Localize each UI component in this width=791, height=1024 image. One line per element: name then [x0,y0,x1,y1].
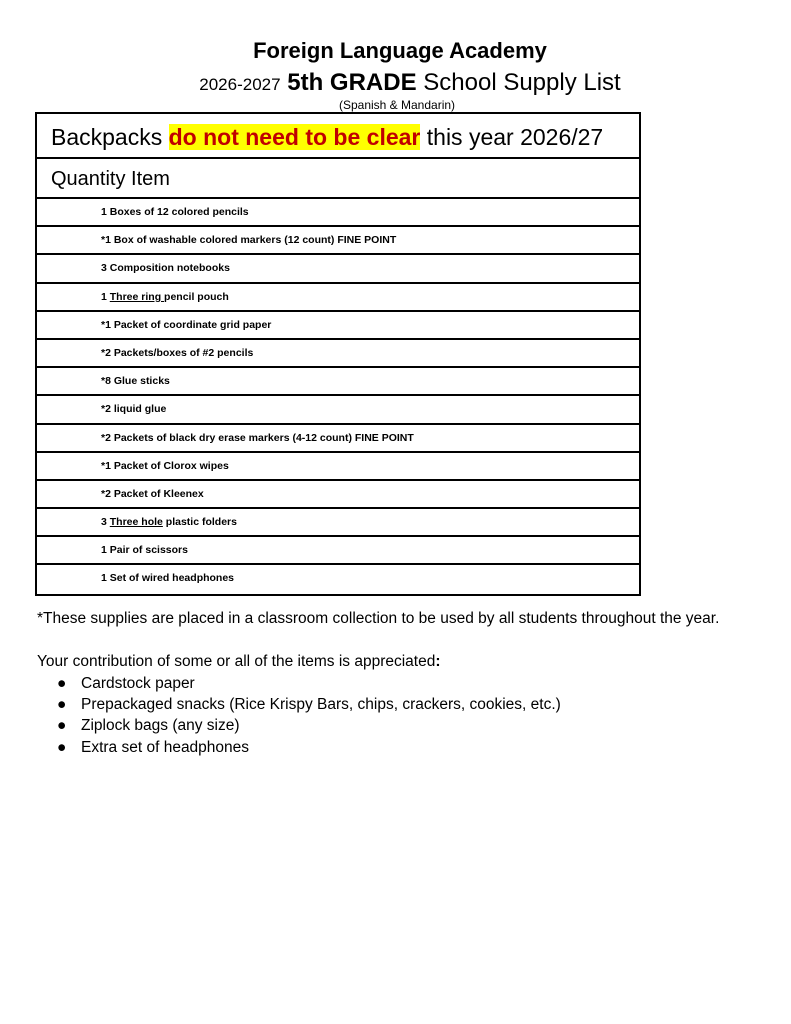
contribution-list [37,673,561,758]
table-row [37,453,639,481]
bullet-icon: ● [57,675,67,692]
table-row [37,199,639,227]
supply-item [101,544,188,557]
supply-item [101,291,229,304]
list-item-label: Ziplock bags (any size) [81,717,240,735]
supply-item-text: *2 Packet of Kleenex [101,487,204,500]
bullet-icon: ● [57,696,67,714]
languages-note: (Spanish & Mandarin) [338,98,456,112]
supply-item-text: *1 Box of washable colored markers (12 count) FINE POINT [101,234,397,247]
supply-item-text: *8 Glue sticks [101,375,170,388]
supply-item [101,206,249,219]
supply-item [101,262,230,275]
supply-item [101,319,271,332]
banner-suffix: this year 2026/27 [426,124,604,150]
supply-item-text-end: plastic folders [162,516,237,529]
supply-item [101,347,253,360]
supply-item-text: *1 Packet of Clorox wipes [101,459,229,472]
supply-item-text-end: pencil pouch [164,290,229,303]
contribution-text: Your contribution of some or all of the items is appreciated [37,653,436,670]
supply-item [101,516,237,529]
supply-item [101,375,170,388]
supply-item-underlined: Three hole [109,516,163,529]
supply-item [101,234,396,247]
table-header: Quantity Item [51,168,170,190]
grade-label: 5th GRADE [287,69,417,96]
supply-item-text: 1 Pair of scissors [101,544,188,557]
supply-item-text: 1 [101,290,110,303]
supply-item [101,488,204,501]
page-title: Foreign Language Academy [253,38,547,63]
supply-item-underlined: Three ring [109,290,165,303]
supply-table [35,112,641,596]
supply-item-text: 1 Set of wired headphones [101,572,235,585]
table-row [37,481,639,509]
contribution-intro [37,652,441,672]
table-row [37,537,639,565]
list-item-label: Prepackaged snacks (Rice Krispy Bars, chips, crackers, cookies, etc.) [81,696,561,714]
supply-item-text: 3 [101,516,110,529]
list-item-label: Cardstock paper [81,675,195,692]
supply-item [101,432,414,445]
contribution-colon: : [435,653,441,670]
supply-item [101,403,166,416]
banner-highlight: do not need to be clear [168,124,421,150]
table-row [37,565,639,593]
table-row [37,227,639,255]
table-row [37,396,639,424]
table-row [37,255,639,283]
table-row [37,425,639,453]
school-year: 2026-2027 [199,75,281,94]
table-row [37,368,639,396]
supply-item-text: 3 Composition notebooks [101,262,230,275]
list-item [37,715,561,736]
table-row [37,312,639,340]
supply-item-text: *1 Packet of coordinate grid paper [101,318,272,331]
page-subtitle [0,68,791,100]
supply-item [101,460,229,473]
backpack-banner [51,123,603,151]
list-item [37,673,561,694]
list-item [37,694,561,715]
list-name: School Supply List [423,69,621,96]
bullet-icon: ● [57,717,67,735]
bullet-icon: ● [57,738,67,756]
table-row [37,340,639,368]
table-header-row [37,159,639,199]
table-row [37,509,639,537]
supply-item-text: 1 Boxes of 12 colored pencils [101,206,249,218]
item-rows [37,199,639,594]
supply-item-text: *2 liquid glue [101,403,167,416]
supply-item-text: *2 Packets of black dry erase markers (4-12 count) FINE POINT [101,431,414,444]
table-row [37,284,639,312]
supply-item [101,572,234,585]
backpack-banner-row [37,114,639,159]
supply-item-text: *2 Packets/boxes of #2 pencils [101,346,254,359]
list-item-label: Extra set of headphones [81,738,250,756]
list-item [37,737,561,758]
banner-prefix: Backpacks [51,124,163,150]
collection-footnote: *These supplies are placed in a classroom collection to be used by all students throughout the year. [37,610,720,627]
